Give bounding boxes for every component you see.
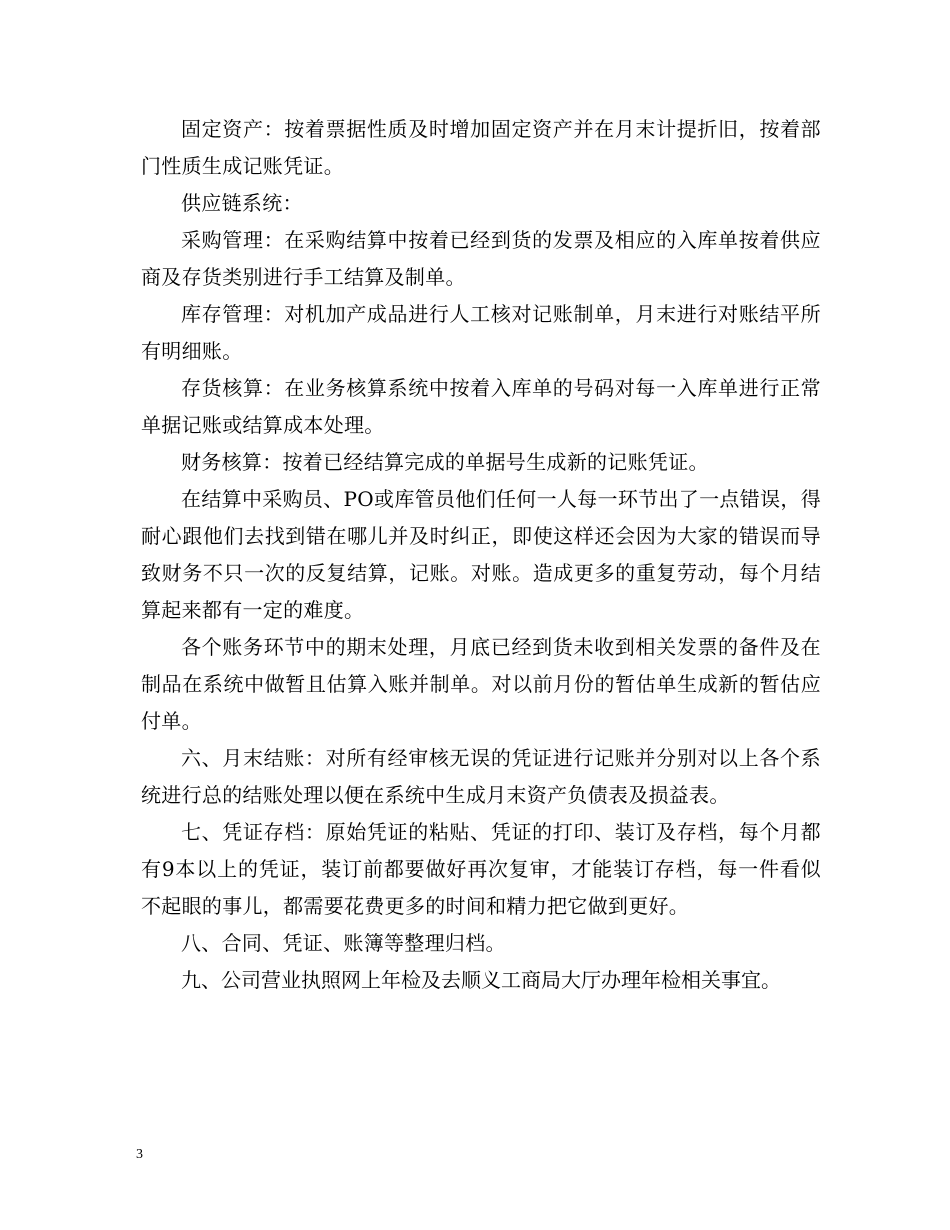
paragraph-settlement-errors: 在结算中采购员、PO或库管员他们任何一人每一环节出了一点错误，得耐心跟他们去找到错在哪儿并及时纠正，即使这样还会因为大家的错误而导致财务不只一次的反复结算，记账。对账。造成更多的重复劳动，每个月结算起来都有一定的难度。 <box>141 487 821 622</box>
paragraph-purchase-management: 采购管理：在采购结算中按着已经到货的发票及相应的入库单按着供应商及存货类别进行手工结算及制单。 <box>141 228 821 289</box>
paragraph-inventory-accounting: 存货核算：在业务核算系统中按着入库单的号码对每一入库单进行正常单据记账或结算成本处理。 <box>141 376 821 437</box>
paragraph-financial-accounting: 财务核算：按着已经结算完成的单据号生成新的记账凭证。 <box>181 450 709 474</box>
paragraph-fixed-assets: 固定资产：按着票据性质及时增加固定资产并在月末计提折旧，按着部门性质生成记账凭证。 <box>141 117 821 178</box>
paragraph-filing: 八、合同、凭证、账簿等整理归档。 <box>181 931 506 955</box>
paragraph-month-end-closing: 六、月末结账：对所有经审核无误的凭证进行记账并分别对以上各个系统进行总的结账处理以便在系统中生成月末资产负债表及损益表。 <box>141 746 821 807</box>
paragraph-voucher-archiving: 七、凭证存档：原始凭证的粘贴、凭证的打印、装订及存档，每个月都有9本以上的凭证，装订前都要做好再次复审，才能装订存档，每一件看似不起眼的事儿，都需要花费更多的时间和精力把它做到更好。 <box>141 820 821 918</box>
paragraph-inventory-management: 库存管理：对机加产成品进行人工核对记账制单，月末进行对账结平所有明细账。 <box>141 302 821 363</box>
paragraph-annual-inspection: 九、公司营业执照网上年检及去顺义工商局大厅办理年检相关事宜。 <box>181 968 781 992</box>
paragraph-period-end-processing: 各个账务环节中的期末处理，月底已经到货未收到相关发票的备件及在制品在系统中做暂且估算入账并制单。对以前月份的暂估单生成新的暂估应付单。 <box>141 635 821 733</box>
page-number: 3 <box>136 1147 143 1162</box>
paragraph-supply-chain-heading: 供应链系统： <box>181 191 303 215</box>
document-body <box>141 111 821 999</box>
